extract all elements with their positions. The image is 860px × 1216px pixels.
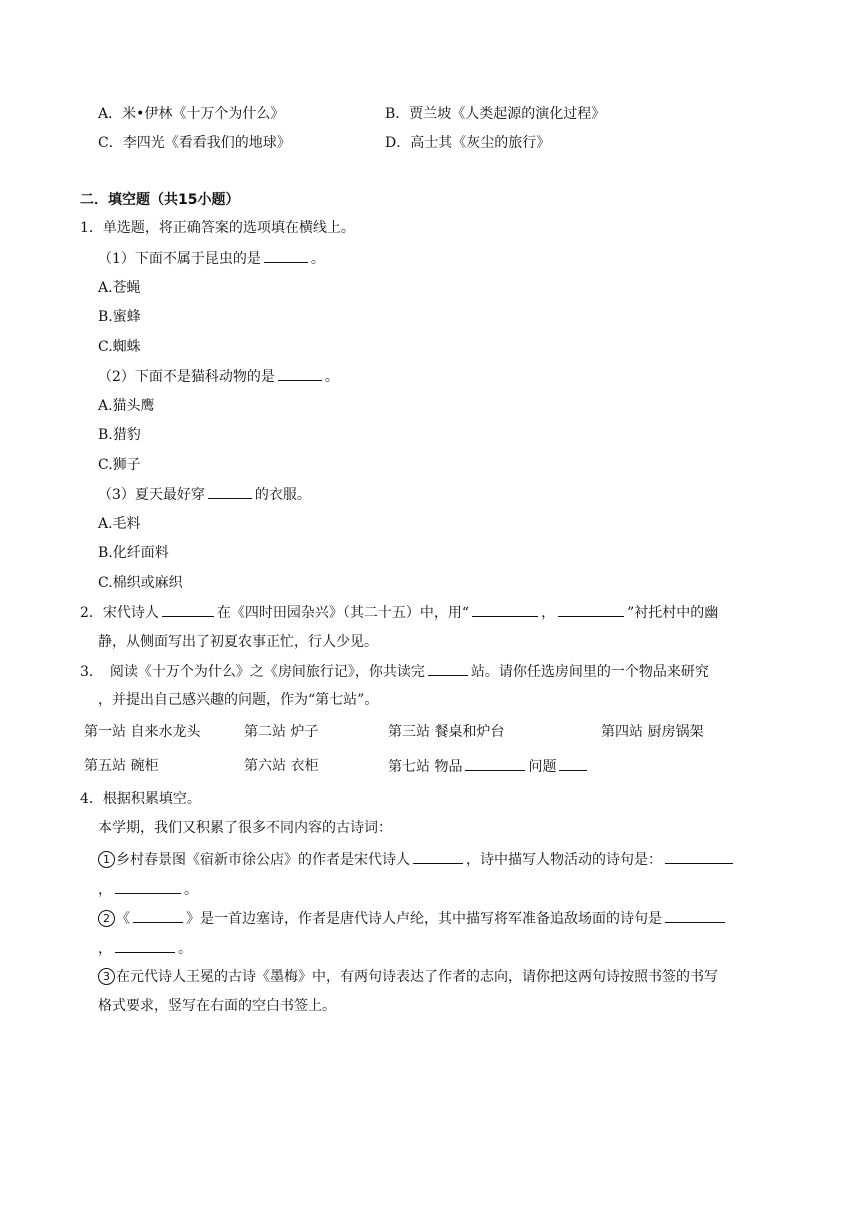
q4-item3 <box>98 967 718 987</box>
q1-sub1-end: 。 <box>310 251 325 267</box>
q3-line2: ，并提出自己感兴趣的问题，作为“第七站”。 <box>98 692 379 708</box>
circled-number-3: 3 <box>98 968 115 985</box>
q4-item1 <box>98 849 736 870</box>
station-1: 第一站 自来水龙头 <box>84 724 201 740</box>
option-c: C．李四光《看看我们的地球》 <box>98 135 291 151</box>
q2-text: ， <box>541 605 556 621</box>
option-d: D．高士其《灰尘的旅行》 <box>385 135 551 151</box>
answer-blank[interactable] <box>162 602 214 617</box>
q2-line1 <box>80 602 718 623</box>
station-2: 第二站 炉子 <box>244 724 319 740</box>
q2-text: ”衬托村中的幽 <box>627 605 719 621</box>
q4-intro: 本学期，我们又积累了很多不同内容的古诗词： <box>98 820 392 836</box>
q4-item1-text: 。 <box>184 882 198 898</box>
q4-item3-text: 在元代诗人王冕的古诗《墨梅》中，有两句诗表达了作者的志向，请你把这两句诗按照书签的书写 <box>116 969 718 985</box>
answer-blank[interactable] <box>558 602 624 617</box>
answer-blank[interactable] <box>208 484 252 499</box>
q4-item2-cont <box>98 938 192 959</box>
q4-item2-text: 。 <box>178 941 192 957</box>
q4-item2 <box>98 908 728 929</box>
station-3: 第三站 餐桌和炉台 <box>388 724 505 740</box>
q4-item2-text: ， <box>98 941 112 957</box>
q1-sub3-opt-a: A.毛料 <box>98 516 141 532</box>
q3-text: 3． 阅读《十万个为什么》之《房间旅行记》，你共读完 <box>80 664 425 680</box>
station-6: 第六站 衣柜 <box>244 758 319 774</box>
q1-sub3 <box>98 484 311 505</box>
answer-blank[interactable] <box>665 908 725 923</box>
station-7-question-label: 问题 <box>528 759 557 775</box>
q4-item1-cont <box>98 879 198 900</box>
answer-blank[interactable] <box>465 756 525 771</box>
q1-sub1-opt-c: C.蜘蛛 <box>98 339 141 355</box>
answer-blank[interactable] <box>133 908 183 923</box>
q4-item2-text: 《 <box>116 911 130 927</box>
q1-sub3-text: （3）夏天最好穿 <box>98 487 205 503</box>
answer-blank[interactable] <box>264 248 308 263</box>
circled-number-1: 1 <box>98 851 115 868</box>
section-title: 二．填空题（共15小题） <box>80 192 240 208</box>
q3-text: 站。请你任选房间里的一个物品来研究 <box>470 664 709 680</box>
q1-sub2-end: 。 <box>324 369 339 385</box>
q3-line1 <box>80 661 709 682</box>
station-4: 第四站 厨房锅架 <box>601 724 704 740</box>
station-7-label: 第七站 物品 <box>388 759 463 775</box>
q1-sub3-opt-b: B.化纤面料 <box>98 545 169 561</box>
q1-sub2-opt-c: C.狮子 <box>98 457 141 473</box>
answer-blank[interactable] <box>413 849 463 864</box>
station-5: 第五站 碗柜 <box>84 758 159 774</box>
q4-item1-text: 乡村春景图《宿新市徐公店》的作者是宋代诗人 <box>116 852 410 868</box>
q2-line2: 静，从侧面写出了初夏农事正忙，行人少见。 <box>98 634 378 650</box>
q4-item2-text: 》是一首边塞诗，作者是唐代诗人卢纶，其中描写将军准备追敌场面的诗句是 <box>186 911 662 927</box>
q1-sub3-end: 的衣服。 <box>254 487 311 503</box>
answer-blank[interactable] <box>278 366 322 381</box>
answer-blank[interactable] <box>115 879 181 894</box>
circled-number-2: 2 <box>98 910 115 927</box>
q2-text: 在《四时田园杂兴》（其二十五）中，用“ <box>216 605 470 621</box>
q2-text: 2．宋代诗人 <box>80 605 159 621</box>
option-b: B．贾兰坡《人类起源的演化过程》 <box>385 106 606 122</box>
q1-sub2-text: （2）下面不是猫科动物的是 <box>98 369 275 385</box>
q1-sub1 <box>98 248 325 269</box>
q4-stem: 4．根据积累填空。 <box>80 791 201 807</box>
answer-blank[interactable] <box>115 938 175 953</box>
q4-item1-text: ， <box>98 882 112 898</box>
q1-sub2-opt-a: A.猫头鹰 <box>98 398 155 414</box>
q1-sub2-opt-b: B.猎豹 <box>98 427 141 443</box>
answer-blank[interactable] <box>472 602 538 617</box>
answer-blank[interactable] <box>428 661 468 676</box>
q1-stem: 1．单选题，将正确答案的选项填在横线上。 <box>80 220 355 236</box>
q1-sub2 <box>98 366 339 387</box>
answer-blank[interactable] <box>665 849 733 864</box>
q1-sub3-opt-c: C.棉织或麻织 <box>98 575 183 591</box>
answer-blank[interactable] <box>559 756 587 771</box>
q4-item3-cont: 格式要求，竖写在右面的空白书签上。 <box>98 998 336 1014</box>
option-a: A．米•伊林《十万个为什么》 <box>98 106 285 122</box>
q1-sub1-opt-b: B.蜜蜂 <box>98 309 141 325</box>
q4-item1-text: ，诗中描写人物活动的诗句是： <box>466 852 662 868</box>
q1-sub1-opt-a: A.苍蝇 <box>98 280 141 296</box>
station-7 <box>388 756 590 777</box>
q1-sub1-text: （1）下面不属于昆虫的是 <box>98 251 261 267</box>
